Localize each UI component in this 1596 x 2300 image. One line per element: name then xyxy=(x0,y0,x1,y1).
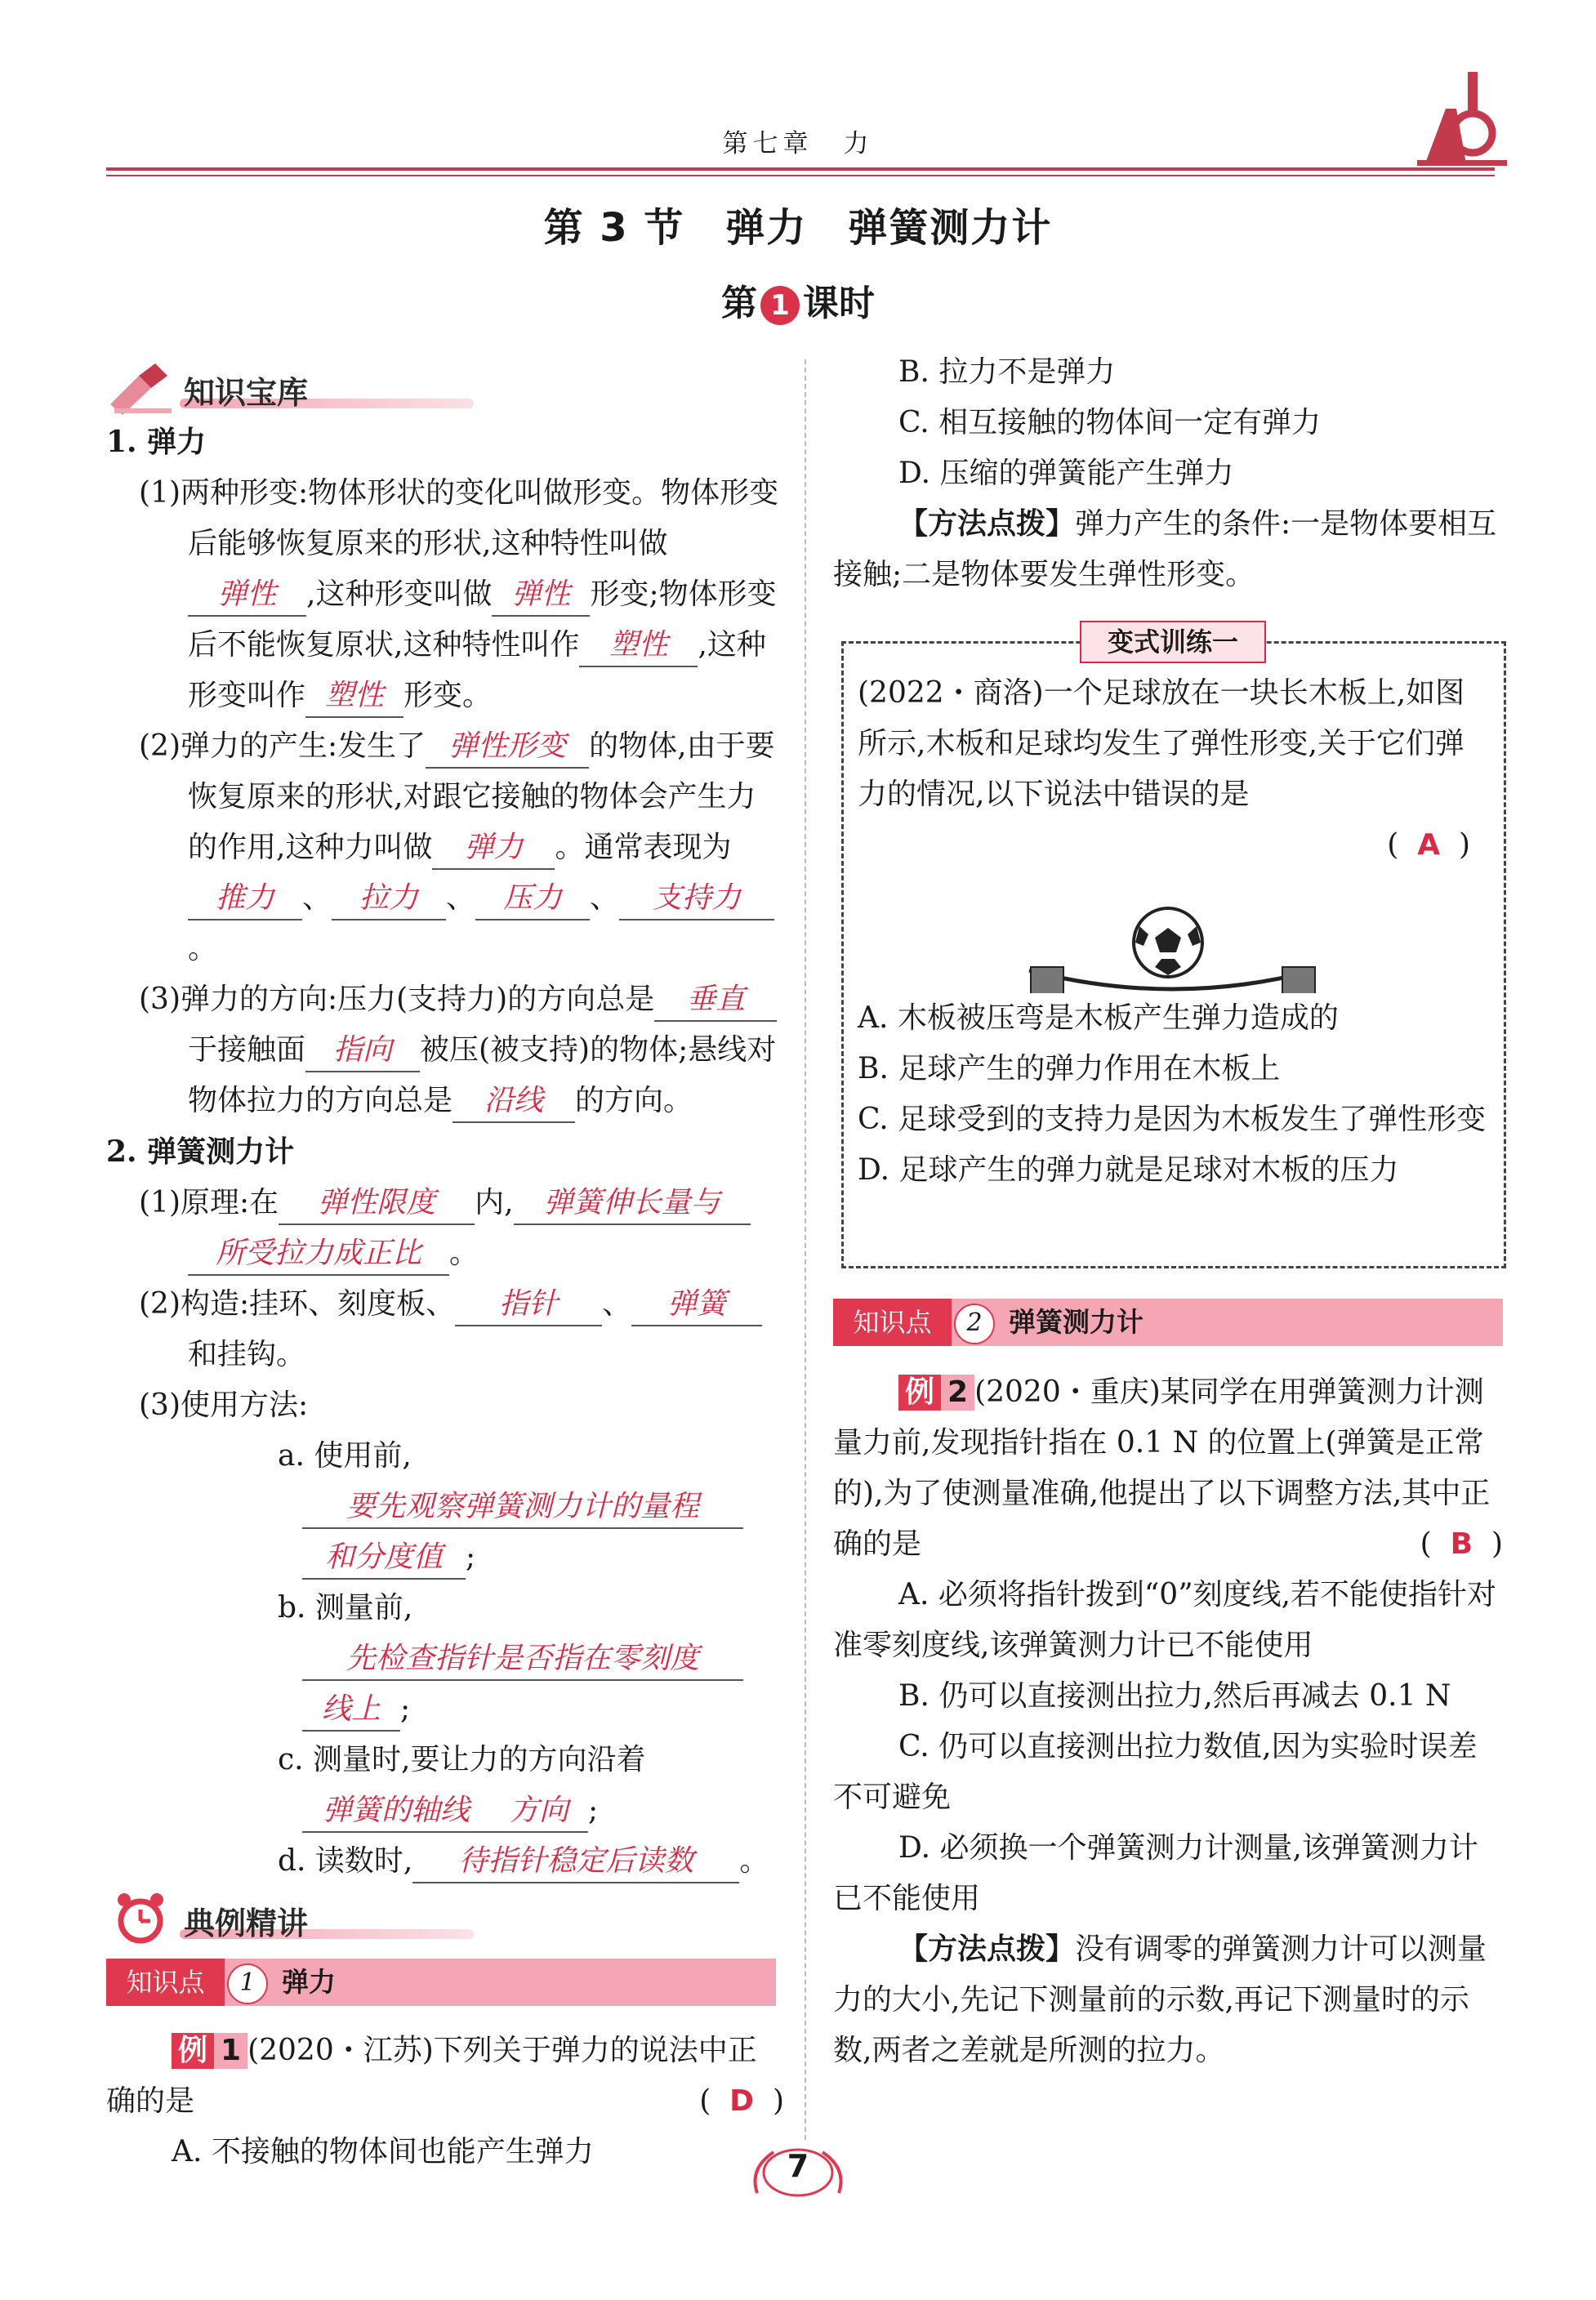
structure-paragraph: (2)构造:挂环、刻度板、 指针 、 弹簧和挂钩。 xyxy=(106,1279,784,1380)
deformation-paragraph: (1)两种形变:物体形状的变化叫做形变。物体形变后能够恢复原来的形状,这种特性叫做弹性 ,这种形变叫做 弹性 形变;物体形变后不能恢复原状,这种特性叫作 塑性 ,这种形变叫作 塑性 形变。 xyxy=(106,468,784,721)
example-2-option-c: C. 仍可以直接测出拉力数值,因为实验时误差不可避免 xyxy=(833,1730,1478,1814)
blank-answer: 弹性限度 xyxy=(279,1183,475,1225)
knowledge-point-1-banner xyxy=(106,1959,776,2006)
blank-answer: 弹性 xyxy=(188,574,306,617)
example-tag: 例 xyxy=(898,1375,941,1411)
page-title: 第 3 节 弹力 弹簧测力计 xyxy=(543,205,1053,251)
blank-answer: 线上 xyxy=(302,1689,400,1732)
variant-option-a: A. 木板被压弯是木板产生弹力造成的 xyxy=(858,1001,1339,1035)
microscope-icon xyxy=(1417,72,1507,166)
example-2-answer: ( B ) xyxy=(1420,1527,1503,1561)
blank-answer: 压力 xyxy=(475,878,590,920)
example-number: 2 xyxy=(941,1375,974,1411)
header-rule-thin xyxy=(106,175,1495,176)
blank-answer: 弹簧的轴线 xyxy=(302,1790,490,1833)
examples-section-header xyxy=(106,1890,784,1947)
example-2-option-a: A. 必须将指针拨到“0”刻度线,若不能使指针对准零刻度线,该弹簧测力计已不能使用 xyxy=(833,1578,1497,1662)
example-1-question: 例 1 (2020・江苏)下列关于弹力的说法中正确的是 ( D ) xyxy=(106,2026,784,2127)
example-1-option-d: D. 压缩的弹簧能产生弹力 xyxy=(898,457,1234,490)
chapter-header: 第七章 力 xyxy=(722,129,874,158)
knowledge-point-name: 弹簧测力计 xyxy=(1009,1306,1144,1338)
blank-answer: 先检查指针是否指在零刻度 xyxy=(302,1638,743,1681)
knowledge-point-label: 知识点 xyxy=(833,1299,952,1346)
knowledge-point-name: 弹力 xyxy=(282,1966,336,1998)
football-on-board-diagram xyxy=(858,871,1487,993)
variant-training-tag: 变式训练一 xyxy=(1080,621,1266,663)
blank-answer: 指向 xyxy=(305,1030,420,1072)
blank-answer: 所受拉力成正比 xyxy=(188,1233,449,1276)
header-rule xyxy=(106,167,1495,171)
usage-d: d. 读数时, 待指针稳定后读数 。 xyxy=(106,1836,784,1887)
right-column-lower xyxy=(833,1299,1503,2076)
column-divider xyxy=(805,359,806,2140)
variant-option-d: D. 足球产生的弹力就是足球对木板的压力 xyxy=(858,1153,1399,1187)
knowledge-point-number: 2 xyxy=(954,1304,995,1344)
example-number: 1 xyxy=(214,2033,247,2069)
blank-answer: 支持力 xyxy=(619,878,774,920)
blank-answer: 指针 xyxy=(455,1284,602,1326)
example-2-question: 例 2 (2020・重庆)某同学在用弹簧测力计测量力前,发现指针指在 0.1 N 的位置上(弹簧是正常的),为了使测量准确,他提出了以下调整方法,其中正确的是 ( B ) xyxy=(833,1367,1503,1570)
method-tip-2: 【方法点拨】没有调零的弹簧测力计可以测量力的大小,先记下测量前的示数,再记下测量时的示数,两者之差就是所测的拉力。 xyxy=(833,1932,1487,2067)
pen-brush-icon xyxy=(106,359,180,417)
blank-answer: 推力 xyxy=(188,878,302,920)
variant-option-c: C. 足球受到的支持力是因为木板发生了弹性形变 xyxy=(858,1103,1487,1136)
spring-force-title: 1. 弹力 xyxy=(106,425,207,459)
knowledge-point-2-banner xyxy=(833,1299,1503,1346)
blank-answer: 和分度值 xyxy=(302,1537,466,1580)
knowledge-point-label: 知识点 xyxy=(106,1959,225,2006)
spring-force-origin-paragraph: (2)弹力的产生:发生了 弹性形变 的物体,由于要恢复原来的形状,对跟它接触的物体会产生力的作用,这种力叫做 弹力 。通常表现为推力 、 拉力 、 压力 、 支持力。 xyxy=(106,721,784,974)
example-1-option-c: C. 相互接触的物体间一定有弹力 xyxy=(898,406,1322,439)
variant-question: (2022・商洛)一个足球放在一块长木板上,如图所示,木板和足球均发生了弹性形变,关于它们弹力的情况,以下说法中错误的是 xyxy=(858,676,1465,811)
alarm-clock-icon xyxy=(106,1890,180,1947)
variant-content xyxy=(858,668,1487,1196)
blank-answer: 弹簧伸长量与 xyxy=(514,1183,751,1225)
knowledge-section-header xyxy=(106,359,784,417)
usage-title: (3)使用方法: xyxy=(139,1388,309,1422)
blank-answer: 垂直 xyxy=(654,979,777,1022)
knowledge-heading: 知识宝库 xyxy=(184,375,309,411)
lesson-suffix: 课时 xyxy=(803,283,875,324)
variant-option-b: B. 足球产生的弹力作用在木板上 xyxy=(858,1052,1281,1085)
usage-c: c. 测量时,要让力的方向沿着弹簧的轴线 方向 ; xyxy=(106,1735,784,1836)
blank-answer: 拉力 xyxy=(332,878,446,920)
example-tag: 例 xyxy=(172,2033,214,2069)
blank-answer: 沿线 xyxy=(452,1081,575,1123)
example-2-option-b: B. 仍可以直接测出拉力,然后再减去 0.1 N xyxy=(898,1679,1451,1713)
right-column xyxy=(833,347,1503,600)
page-number: 7 xyxy=(787,2148,809,2184)
spring-scale-title: 2. 弹簧测力计 xyxy=(106,1134,295,1169)
blank-answer: 塑性 xyxy=(305,675,403,718)
example-1-option-a: A. 不接触的物体间也能产生弹力 xyxy=(172,2135,594,2169)
variant-answer: ( A ) xyxy=(1387,828,1470,862)
lesson-prefix: 第 xyxy=(721,283,757,324)
principle-paragraph: (1)原理:在 弹性限度 内, 弹簧伸长量与所受拉力成正比 。 xyxy=(106,1178,784,1279)
examples-heading: 典例精讲 xyxy=(184,1906,309,1941)
spring-force-direction-paragraph: (3)弹力的方向:压力(支持力)的方向总是 垂直于接触面 指向 被压(被支持)的物体;悬线对物体拉力的方向总是 沿线 的方向。 xyxy=(106,974,784,1126)
blank-answer: 待指针稳定后读数 xyxy=(412,1841,739,1883)
usage-b: b. 测量前,先检查指针是否指在零刻度线上 ; xyxy=(106,1583,784,1735)
lesson-title xyxy=(0,274,1596,326)
usage-a: a. 使用前,要先观察弹簧测力计的量程和分度值 ; xyxy=(106,1431,784,1583)
lesson-number-badge: 1 xyxy=(760,286,800,325)
blank-answer: 弹簧 xyxy=(631,1284,762,1326)
left-column xyxy=(106,359,784,2177)
example-1-option-b: B. 拉力不是弹力 xyxy=(898,355,1116,389)
blank-answer: 方向 xyxy=(490,1790,588,1833)
blank-answer: 弹性形变 xyxy=(426,726,589,769)
example-1-answer: ( D ) xyxy=(699,2084,784,2118)
blank-answer: 塑性 xyxy=(579,625,698,667)
blank-answer: 弹力 xyxy=(432,827,555,870)
example-2-option-d: D. 必须换一个弹簧测力计测量,该弹簧测力计已不能使用 xyxy=(833,1831,1478,1915)
blank-answer: 要先观察弹簧测力计的量程 xyxy=(302,1487,743,1529)
blank-answer: 弹性 xyxy=(492,574,590,617)
method-tip-1: 【方法点拨】弹力产生的条件:一是物体要相互接触;二是物体要发生弹性形变。 xyxy=(833,507,1497,591)
knowledge-point-number: 1 xyxy=(227,1963,268,2004)
